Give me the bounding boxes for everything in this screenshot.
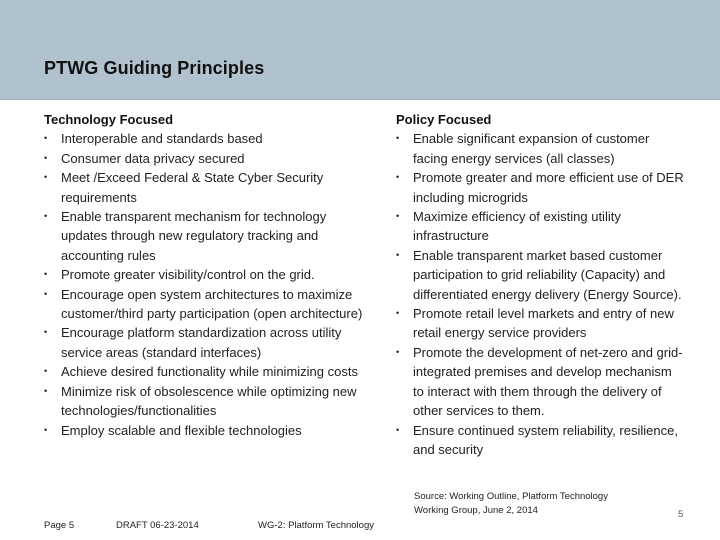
- policy-focused-column: [396, 110, 686, 459]
- bullet-icon: •: [44, 172, 48, 183]
- list-item: [396, 168, 686, 207]
- header-divider: [0, 99, 720, 100]
- source-line-2: Working Group, June 2, 2014: [414, 505, 538, 516]
- list-item: [44, 168, 364, 207]
- page-title: PTWG Guiding Principles: [44, 58, 265, 78]
- list-item: [44, 149, 364, 168]
- bullet-icon: •: [396, 133, 400, 144]
- bullet-icon: •: [396, 211, 400, 222]
- list-item-text: Enable transparent mechanism for technology updates through new regulatory tracking and accounting rules: [61, 209, 327, 263]
- bullet-icon: •: [44, 133, 48, 144]
- bullet-icon: •: [44, 288, 48, 299]
- list-item: [44, 421, 364, 440]
- list-item-text: Maximize efficiency of existing utility infrastructure: [413, 209, 621, 244]
- bullet-icon: •: [44, 152, 48, 163]
- bullet-icon: •: [396, 424, 400, 435]
- bullet-icon: •: [396, 308, 400, 319]
- footer-page: Page 5: [44, 520, 75, 531]
- bullet-icon: •: [396, 172, 400, 183]
- list-item: [44, 323, 364, 362]
- technology-focused-heading: Technology Focused: [44, 112, 174, 127]
- list-item-text: Promote retail level markets and entry of new retail energy service providers: [413, 306, 674, 341]
- list-item-text: Consumer data privacy secured: [61, 150, 245, 166]
- bullet-icon: •: [44, 269, 48, 280]
- technology-focused-column: [44, 110, 364, 440]
- list-item: [396, 246, 686, 304]
- policy-focused-list: [396, 129, 686, 459]
- list-item-text: Minimize risk of obsolescence while optimizing new technologies/functionalities: [61, 383, 357, 419]
- list-item: [396, 129, 686, 168]
- bullet-icon: •: [44, 327, 48, 338]
- list-item-text: Ensure continued system reliability, resilience, and security: [413, 422, 678, 457]
- bullet-icon: •: [396, 249, 400, 260]
- list-item: [396, 421, 686, 460]
- list-item: [44, 129, 364, 148]
- list-item-text: Promote the development of net-zero and grid-integrated premises and develop mechanism to interact with them through the delivery of other services to them.: [413, 344, 683, 419]
- bullet-icon: •: [396, 346, 400, 357]
- policy-focused-heading: Policy Focused: [396, 112, 492, 127]
- bullet-icon: •: [44, 424, 48, 435]
- header-band: [0, 0, 720, 100]
- list-item-text: Meet /Exceed Federal & State Cyber Security requirements: [61, 170, 324, 205]
- list-item-text: Enable transparent market based customer participation to grid reliability (Capacity) and differentiated energy delivery (Energy Source).: [413, 247, 682, 302]
- source-note: [414, 490, 608, 518]
- list-item-text: Encourage open system architectures to maximize customer/third party participation (open architecture): [61, 286, 363, 322]
- technology-focused-list: [44, 129, 364, 440]
- list-item: [44, 382, 364, 421]
- footer-group: WG-2: Platform Technology: [258, 520, 374, 531]
- source-line-1: Source: Working Outline, Platform Technology: [414, 491, 608, 502]
- slide-number: 5: [678, 509, 684, 520]
- list-item-text: Promote greater visibility/control on the grid.: [61, 267, 315, 283]
- bullet-icon: •: [44, 366, 48, 377]
- list-item: [44, 285, 364, 324]
- list-item: [44, 207, 364, 265]
- list-item: [396, 343, 686, 421]
- footer-date: DRAFT 06-23-2014: [116, 520, 199, 531]
- list-item: [396, 207, 686, 246]
- list-item-text: Enable significant expansion of customer facing energy services (all classes): [413, 131, 650, 166]
- list-item: [44, 265, 364, 284]
- bullet-icon: •: [44, 211, 48, 222]
- list-item-text: Encourage platform standardization across utility service areas (standard interfaces): [61, 325, 342, 360]
- bullet-icon: •: [44, 385, 48, 396]
- list-item-text: Interoperable and standards based: [61, 131, 263, 147]
- list-item-text: Employ scalable and flexible technologies: [61, 422, 302, 438]
- list-item-text: Promote greater and more efficient use of DER including microgrids: [413, 170, 684, 205]
- list-item: [396, 304, 686, 343]
- list-item: [44, 362, 364, 381]
- list-item-text: Achieve desired functionality while minimizing costs: [61, 364, 358, 380]
